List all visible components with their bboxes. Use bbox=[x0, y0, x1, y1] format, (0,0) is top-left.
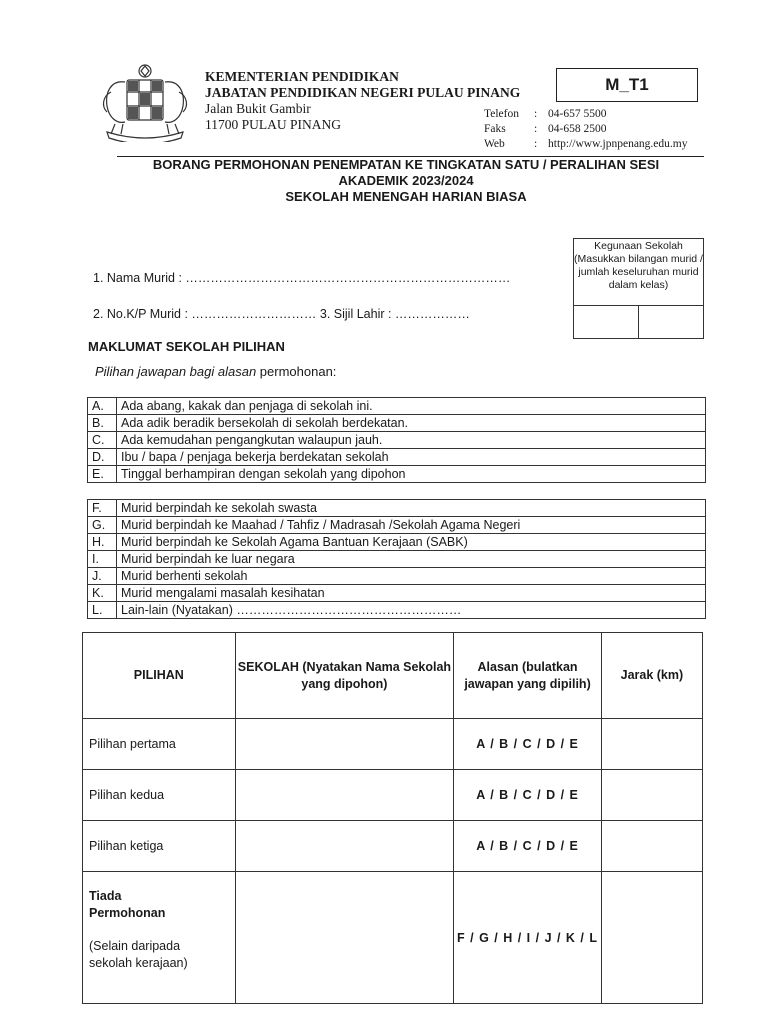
table-row bbox=[88, 568, 706, 585]
school-name-cell[interactable] bbox=[235, 821, 454, 872]
choice-label: Pilihan kedua bbox=[83, 770, 236, 821]
reason-text: Murid mengalami masalah kesihatan bbox=[117, 585, 706, 602]
header-alasan: Alasan (bulatkan jawapan yang dipilih) bbox=[454, 633, 602, 719]
reason-key: A. bbox=[88, 398, 117, 415]
department-name: JABATAN PENDIDIKAN NEGERI PULAU PINANG bbox=[205, 85, 521, 100]
reason-key: L. bbox=[88, 602, 117, 619]
ministry-name: KEMENTERIAN PENDIDIKAN bbox=[205, 69, 399, 84]
student-ic-field[interactable]: 2. No.K/P Murid : ………………………… 3. Sijil Lahir : ……………… bbox=[93, 307, 470, 321]
reason-key: H. bbox=[88, 534, 117, 551]
agency-header bbox=[205, 69, 520, 133]
no-application-title: Tiada Permohonan bbox=[89, 889, 166, 920]
no-application-label bbox=[83, 872, 236, 1004]
reason-text: Tinggal berhampiran dengan sekolah yang dipohon bbox=[117, 466, 706, 483]
crest-emblem-icon bbox=[97, 62, 193, 142]
table-row bbox=[83, 872, 703, 1004]
reason-text: Ada abang, kakak dan penjaga di sekolah ini. bbox=[117, 398, 706, 415]
school-usage-label: Kegunaan Sekolah (Masukkan bilangan murid / jumlah keseluruhan murid dalam kelas) bbox=[574, 239, 703, 306]
table-header-row bbox=[83, 633, 703, 719]
table-row bbox=[88, 466, 706, 483]
reason-text: Murid berpindah ke luar negara bbox=[117, 551, 706, 568]
reason-text: Ada adik beradik bersekolah di sekolah berdekatan. bbox=[117, 415, 706, 432]
table-row bbox=[83, 821, 703, 872]
contact-value: 04-657 5500 bbox=[548, 108, 607, 120]
reasons-table-b bbox=[87, 499, 706, 619]
contact-value: 04-658 2500 bbox=[548, 123, 607, 135]
school-usage-box bbox=[573, 238, 704, 339]
table-row bbox=[88, 551, 706, 568]
table-row bbox=[83, 719, 703, 770]
table-row bbox=[88, 602, 706, 619]
reason-key: C. bbox=[88, 432, 117, 449]
contact-value: http://www.jpnpenang.edu.my bbox=[548, 138, 688, 150]
table-row bbox=[88, 432, 706, 449]
form-title bbox=[100, 157, 712, 205]
reason-hint bbox=[95, 364, 336, 379]
contact-row: Web : http://www.jpnpenang.edu.my bbox=[484, 138, 688, 150]
table-row bbox=[83, 770, 703, 821]
header-jarak: Jarak (km) bbox=[601, 633, 702, 719]
reason-text: Murid berhenti sekolah bbox=[117, 568, 706, 585]
section-title: MAKLUMAT SEKOLAH PILIHAN bbox=[88, 339, 285, 354]
school-choice-table bbox=[82, 632, 703, 1004]
header-pilihan: PILIHAN bbox=[83, 633, 236, 719]
distance-cell[interactable] bbox=[601, 770, 702, 821]
reason-text: Lain-lain (Nyatakan) ……………………………………………… bbox=[117, 602, 706, 619]
reason-key: K. bbox=[88, 585, 117, 602]
reason-key: J. bbox=[88, 568, 117, 585]
table-row bbox=[88, 517, 706, 534]
reason-key: B. bbox=[88, 415, 117, 432]
reason-text: Ibu / bapa / penjaga bekerja berdekatan sekolah bbox=[117, 449, 706, 466]
reason-text: Ada kemudahan pengangkutan walaupun jauh. bbox=[117, 432, 706, 449]
reason-text: Murid berpindah ke sekolah swasta bbox=[117, 500, 706, 517]
no-application-note: (Selain daripada sekolah kerajaan) bbox=[89, 939, 188, 970]
contact-info bbox=[484, 107, 687, 152]
table-row bbox=[88, 398, 706, 415]
table-row bbox=[88, 500, 706, 517]
distance-cell[interactable] bbox=[601, 719, 702, 770]
reason-key: G. bbox=[88, 517, 117, 534]
address-line-2: 11700 PULAU PINANG bbox=[205, 117, 342, 132]
reasons-table-a bbox=[87, 397, 706, 483]
form-code-box: M_T1 bbox=[556, 68, 698, 102]
contact-row: Faks : 04-658 2500 bbox=[484, 123, 607, 135]
contact-label: Web bbox=[484, 138, 505, 150]
reason-text: Murid berpindah ke Sekolah Agama Bantuan Kerajaan (SABK) bbox=[117, 534, 706, 551]
reason-hint-normal: permohonan: bbox=[256, 364, 337, 379]
reason-hint-italic: Pilihan jawapan bagi alasan bbox=[95, 364, 257, 379]
reason-text: Murid berpindah ke Maahad / Tahfiz / Madrasah /Sekolah Agama Negeri bbox=[117, 517, 706, 534]
contact-row: Telefon : 04-657 5500 bbox=[484, 108, 607, 120]
reason-key: D. bbox=[88, 449, 117, 466]
table-row bbox=[88, 585, 706, 602]
reason-options[interactable]: A / B / C / D / E bbox=[454, 719, 602, 770]
school-name-cell[interactable] bbox=[235, 872, 454, 1004]
form-title-line-2: AKADEMIK 2023/2024 bbox=[338, 173, 474, 188]
contact-label: Telefon bbox=[484, 108, 519, 120]
header-sekolah: SEKOLAH (Nyatakan Nama Sekolah yang dipohon) bbox=[235, 633, 454, 719]
reason-key: I. bbox=[88, 551, 117, 568]
school-name-cell[interactable] bbox=[235, 719, 454, 770]
reason-options[interactable]: A / B / C / D / E bbox=[454, 821, 602, 872]
distance-cell[interactable] bbox=[601, 821, 702, 872]
distance-cell[interactable] bbox=[601, 872, 702, 1004]
table-row bbox=[88, 415, 706, 432]
choice-label: Pilihan ketiga bbox=[83, 821, 236, 872]
usage-count-cell[interactable] bbox=[574, 306, 639, 338]
school-name-cell[interactable] bbox=[235, 770, 454, 821]
form-title-line-3: SEKOLAH MENENGAH HARIAN BIASA bbox=[285, 189, 527, 204]
reason-key: F. bbox=[88, 500, 117, 517]
table-row bbox=[88, 449, 706, 466]
table-row bbox=[88, 534, 706, 551]
reason-options[interactable]: F / G / H / I / J / K / L bbox=[454, 872, 602, 1004]
contact-label: Faks bbox=[484, 123, 506, 135]
reason-options[interactable]: A / B / C / D / E bbox=[454, 770, 602, 821]
form-title-line-1: BORANG PERMOHONAN PENEMPATAN KE TINGKATAN SATU / PERALIHAN SESI bbox=[152, 157, 660, 172]
reason-key: E. bbox=[88, 466, 117, 483]
student-name-field[interactable]: 1. Nama Murid : …………………………………………………………………… bbox=[93, 271, 511, 285]
address-line-1: Jalan Bukit Gambir bbox=[205, 101, 311, 116]
usage-total-cell[interactable] bbox=[639, 306, 703, 338]
choice-label: Pilihan pertama bbox=[83, 719, 236, 770]
